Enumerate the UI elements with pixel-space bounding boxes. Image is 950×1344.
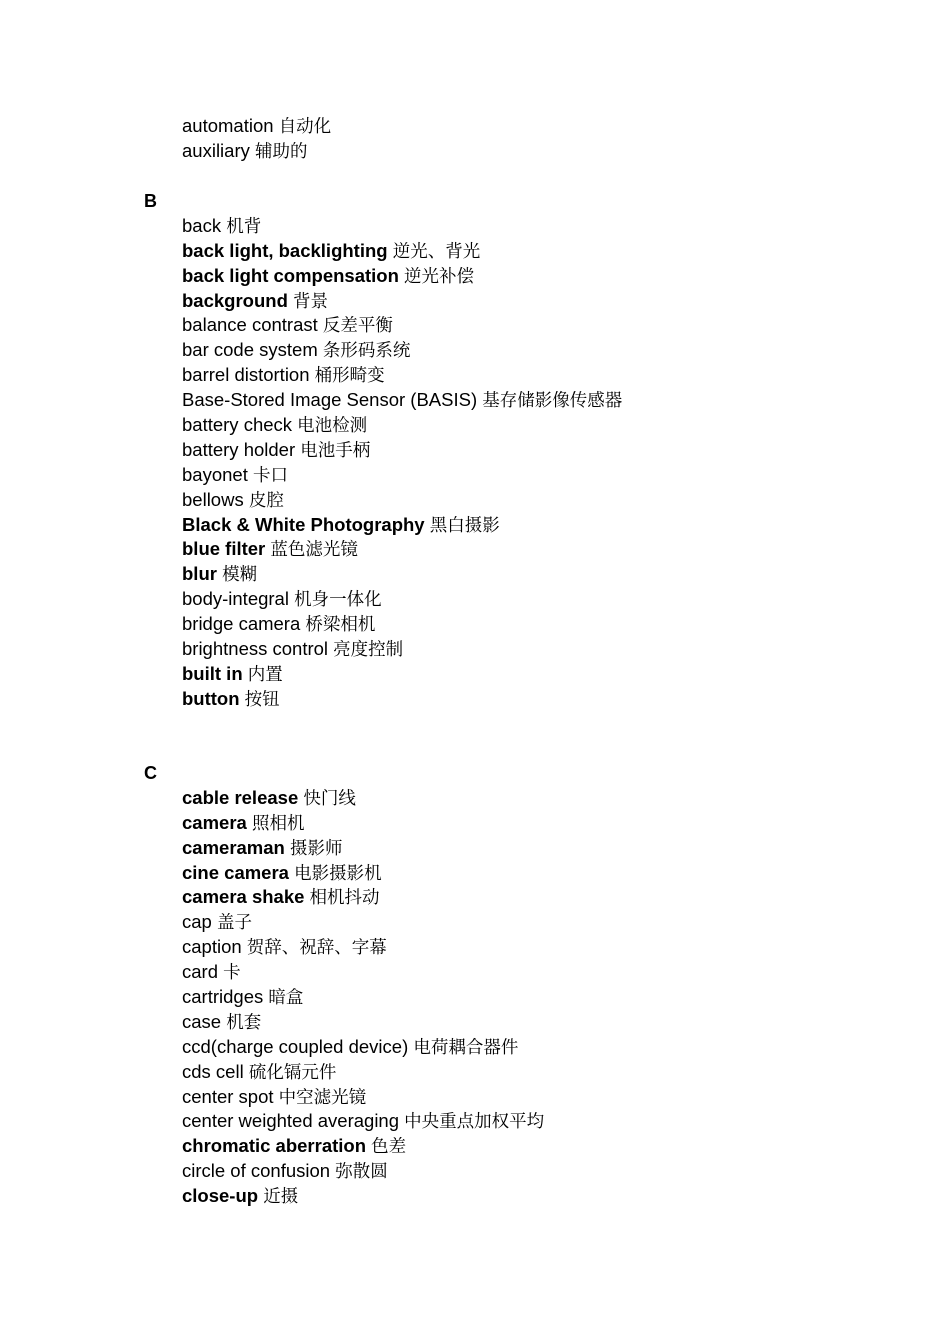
glossary-entry <box>182 239 622 264</box>
entry-term: bayonet <box>182 463 248 485</box>
entry-term: blue filter <box>182 538 266 560</box>
entry-term: camera <box>182 811 247 833</box>
entry-term: Black & White Photography <box>182 513 425 535</box>
glossary-entry <box>182 910 544 935</box>
entry-translation: 自动化 <box>278 117 332 137</box>
glossary-entry <box>182 960 544 985</box>
entry-translation: 内置 <box>247 664 283 685</box>
entry-term: battery holder <box>182 438 296 460</box>
glossary-entry <box>182 388 622 413</box>
glossary-entry <box>182 1134 544 1159</box>
entry-translation: 机套 <box>226 1012 262 1033</box>
glossary-entry <box>182 612 622 637</box>
entry-translation: 机身一体化 <box>294 590 382 611</box>
entry-translation: 暗盒 <box>268 988 304 1009</box>
glossary-entry <box>182 935 544 960</box>
entry-translation: 反差平衡 <box>322 316 393 337</box>
glossary-entry <box>182 861 544 886</box>
entry-term: brightness control <box>182 638 329 660</box>
entry-term: Base-Stored Image Sensor (BASIS) <box>182 389 478 411</box>
entry-term: cine camera <box>182 861 289 883</box>
entry-term: back light, backlighting <box>182 239 388 261</box>
entry-list <box>182 786 544 1209</box>
entry-term: automation <box>182 115 274 136</box>
entry-translation: 贺辞、祝辞、字幕 <box>246 938 387 959</box>
glossary-entry <box>182 1184 544 1209</box>
glossary-entry <box>182 811 544 836</box>
entry-term: back light compensation <box>182 264 399 286</box>
glossary-entry <box>182 313 622 338</box>
glossary-entry <box>182 662 622 687</box>
entry-translation: 皮腔 <box>248 490 284 511</box>
entry-translation: 卡口 <box>252 465 288 486</box>
entry-translation: 逆光、背光 <box>392 241 481 262</box>
glossary-entry <box>182 214 622 239</box>
glossary-entry <box>182 139 331 164</box>
entry-term: center weighted averaging <box>182 1110 400 1132</box>
entry-list <box>182 214 622 712</box>
entry-translation: 桶形畸变 <box>314 366 385 387</box>
entry-term: barrel distortion <box>182 364 310 386</box>
entry-term: camera shake <box>182 886 305 908</box>
glossary-entry <box>182 338 622 363</box>
entry-term: cds cell <box>182 1060 244 1082</box>
entry-term: bar code system <box>182 339 318 361</box>
glossary-entry <box>182 413 622 438</box>
entry-translation: 弥散圆 <box>335 1162 388 1183</box>
entry-translation: 近摄 <box>263 1187 299 1208</box>
glossary-entry <box>182 836 544 861</box>
glossary-entry <box>182 1085 544 1110</box>
entry-term: back <box>182 214 222 236</box>
entry-translation: 逆光补偿 <box>404 266 475 287</box>
entry-translation: 条形码系统 <box>322 341 411 362</box>
entry-term: cable release <box>182 786 299 808</box>
entry-term: cameraman <box>182 836 285 858</box>
glossary-entry <box>182 264 622 289</box>
entry-translation: 电池手柄 <box>300 440 371 461</box>
entry-translation: 背景 <box>293 291 329 312</box>
glossary-entry <box>182 985 544 1010</box>
entry-term: ccd(charge coupled device) <box>182 1035 409 1057</box>
glossary-entry <box>182 463 622 488</box>
section-letter: C <box>144 763 157 783</box>
entry-translation: 中央重点加权平均 <box>404 1112 545 1133</box>
glossary-entry <box>182 513 622 538</box>
glossary-entry <box>182 637 622 662</box>
entry-term: chromatic aberration <box>182 1135 367 1157</box>
entry-translation: 盖子 <box>216 913 252 934</box>
glossary-entry <box>182 687 622 712</box>
entry-translation: 按钮 <box>244 689 280 710</box>
entry-term: caption <box>182 936 242 958</box>
glossary-entry <box>182 114 331 139</box>
entry-term: cartridges <box>182 986 264 1008</box>
entry-translation: 蓝色滤光镜 <box>270 540 358 561</box>
entry-translation: 摄影师 <box>289 838 343 859</box>
glossary-entry <box>182 363 622 388</box>
entry-term: background <box>182 289 288 311</box>
entry-translation: 色差 <box>371 1137 407 1158</box>
entry-translation: 辅助的 <box>255 141 308 162</box>
entry-term: button <box>182 687 240 709</box>
entry-term: bridge camera <box>182 613 301 635</box>
glossary-entry <box>182 1035 544 1060</box>
entry-term: bellows <box>182 488 244 510</box>
entry-translation: 电影摄影机 <box>294 863 382 884</box>
entry-translation: 机背 <box>226 216 262 237</box>
entry-term: circle of confusion <box>182 1160 331 1182</box>
entry-term: close-up <box>182 1185 259 1207</box>
glossary-entry <box>182 1060 544 1085</box>
entry-term: built in <box>182 662 243 684</box>
glossary-entry <box>182 587 622 612</box>
glossary-entry <box>182 1010 544 1035</box>
glossary-entry <box>182 537 622 562</box>
entry-term: center spot <box>182 1085 274 1107</box>
entry-translation: 硫化镉元件 <box>248 1062 337 1083</box>
glossary-entry <box>182 562 622 587</box>
entry-translation: 中空滤光镜 <box>278 1087 367 1108</box>
entry-translation: 电荷耦合器件 <box>413 1037 519 1058</box>
glossary-entry <box>182 438 622 463</box>
entry-translation: 电池检测 <box>297 416 368 437</box>
glossary-entry <box>182 289 622 314</box>
entry-translation: 相机抖动 <box>309 888 380 909</box>
entry-term: case <box>182 1010 222 1032</box>
entry-translation: 亮度控制 <box>333 640 404 661</box>
glossary-entry <box>182 488 622 513</box>
entry-translation: 卡 <box>223 963 241 984</box>
entry-translation: 模糊 <box>222 565 258 586</box>
entry-translation: 桥梁相机 <box>305 615 376 636</box>
entry-translation: 快门线 <box>303 788 356 809</box>
entry-term: body-integral <box>182 588 289 610</box>
glossary-entry <box>182 885 544 910</box>
glossary-entry <box>182 1109 544 1134</box>
glossary-entry <box>182 786 544 811</box>
entry-translation: 黑白摄影 <box>429 515 500 536</box>
entry-list <box>182 114 331 164</box>
entry-translation: 基存储影像传感器 <box>482 391 623 412</box>
section-letter: B <box>144 191 157 211</box>
entry-term: cap <box>182 911 212 933</box>
entry-term: card <box>182 961 218 983</box>
entry-term: auxiliary <box>182 139 250 161</box>
entry-term: battery check <box>182 414 293 436</box>
entry-term: blur <box>182 563 217 585</box>
entry-translation: 照相机 <box>251 813 305 834</box>
glossary-entry <box>182 1159 544 1184</box>
entry-term: balance contrast <box>182 314 318 336</box>
